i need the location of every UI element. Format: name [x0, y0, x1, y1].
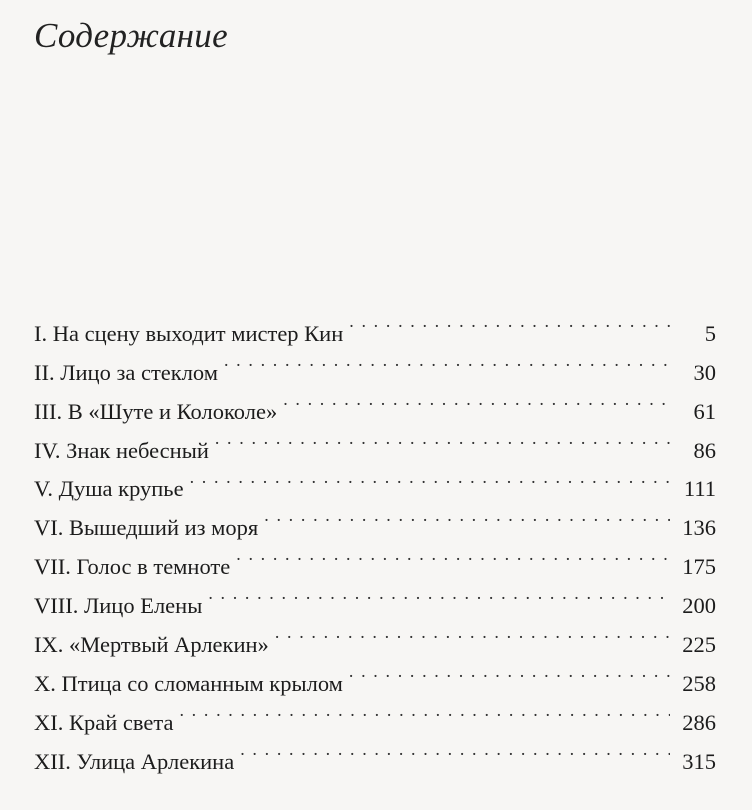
toc-entry-page: 175: [682, 554, 716, 580]
toc-entry-title: I. На сцену выходит мистер Кин: [34, 320, 344, 346]
dot-leader: [208, 574, 670, 613]
toc-entry-page: 136: [682, 515, 716, 541]
dot-leader: [283, 380, 670, 419]
toc-entry-title: III. В «Шуте и Колоколе»: [34, 398, 278, 424]
dot-leader: [275, 613, 670, 652]
toc-entry-title: VI. Вышедший из моря: [34, 515, 259, 541]
toc-entry-title: X. Птица со сломанным крылом: [34, 670, 343, 696]
toc-entry-page: 286: [682, 709, 716, 735]
dot-leader: [215, 419, 670, 458]
toc-entry-page: 61: [693, 398, 716, 424]
dot-leader: [179, 691, 670, 730]
toc-entry-title: V. Душа крупье: [34, 476, 184, 502]
contents-heading: Содержание: [34, 16, 228, 55]
dot-leader: [224, 341, 670, 380]
toc-entry-page: 200: [682, 593, 716, 619]
toc-entry-page: 258: [682, 670, 716, 696]
toc-entry-page: 5: [704, 320, 716, 346]
table-of-contents: [34, 302, 716, 774]
toc-entry-title: XI. Край света: [34, 709, 174, 735]
toc-entry-title: IV. Знак небесный: [34, 437, 209, 463]
dot-leader: [190, 458, 670, 497]
toc-entry-title: VIII. Лицо Елены: [34, 593, 203, 619]
dot-leader: [349, 652, 670, 691]
toc-entry-title: VII. Голос в темноте: [34, 554, 231, 580]
toc-entry-title: II. Лицо за стеклом: [34, 359, 218, 385]
dot-leader: [240, 730, 670, 769]
toc-entry-page: 86: [693, 437, 716, 463]
dot-leader: [349, 302, 670, 341]
toc-entry: [34, 302, 716, 346]
dot-leader: [236, 535, 670, 574]
toc-entry-page: 315: [682, 748, 716, 774]
dot-leader: [264, 496, 670, 535]
toc-entry-page: 111: [683, 476, 716, 502]
toc-entry-title: IX. «Мертвый Арлекин»: [34, 632, 269, 658]
toc-entry-page: 30: [693, 359, 716, 385]
toc-entry-page: 225: [682, 632, 716, 658]
toc-entry-title: XII. Улица Арлекина: [34, 748, 235, 774]
